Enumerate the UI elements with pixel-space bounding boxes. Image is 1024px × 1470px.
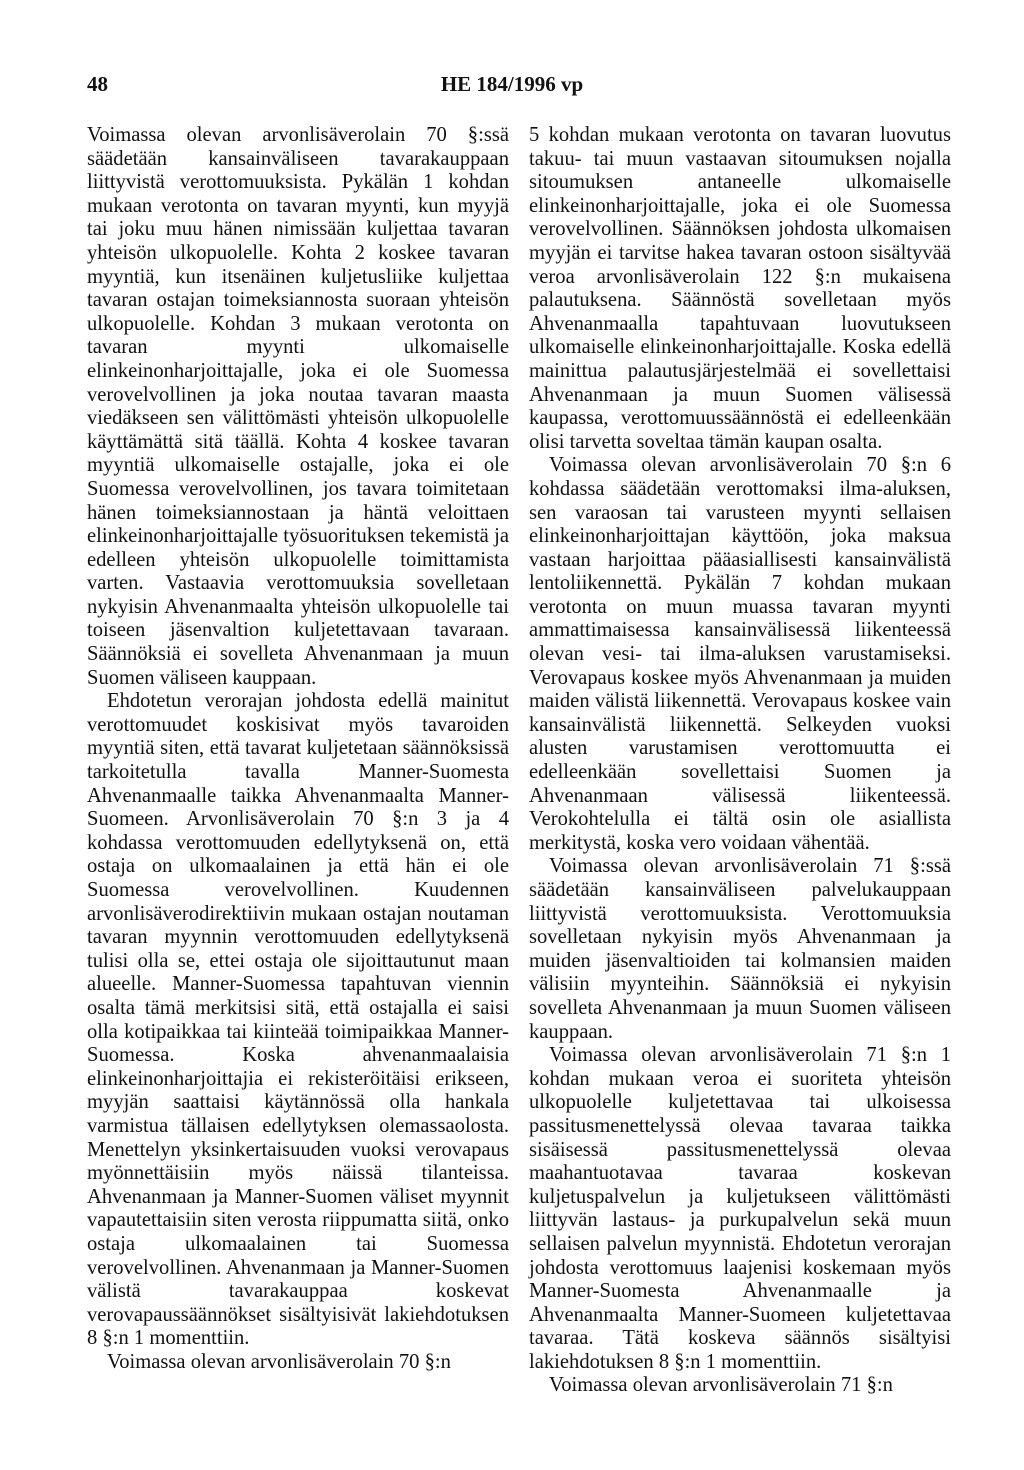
paragraph: 5 kohdan mukaan verotonta on tavaran luovutus takuu- tai muun vastaavan sitoumuksen nojalla sitoumuksen antaneelle ulkomaiselle elinkeinonharjoittajalle, joka ei ole Suomessa verovelvollinen. Säännöksen johdosta ulkomaisen myyjän ei tarvitse hakea tavaran ostoon sisältyvää veroa arvonlisäverolain 122 §:n mukaisena palautuksena. Säännöstä sovelletaan myös Ahvenanmaalla tapahtuvaan luovutukseen ulkomaiselle elinkeinonharjoittajalle. Koska edellä mainittua palautusjärjestelmää ei sovellettaisi Ahvenanmaan ja muun Suomen välisessä kaupassa, verottomuussäännöstä ei edelleenkään olisi tarvetta soveltaa tämän kaupan osalta. [529,124,951,453]
paragraph: Voimassa olevan arvonlisäverolain 71 §:n 1 kohdan mukaan veroa ei suoriteta yhteisön ulkopuolelle kuljetettavaa tai ulkoisessa passitusmenettelyssä olevaa tavaraa taikka sisäisessä passitusmenettelyssä olevaa maahantuotavaa tavaraa koskevan kuljetuspalvelun ja kuljetukseen välittömästi liittyvän lastaus- ja purkupalvelun sekä muun sellaisen palvelun myynnistä. Ehdotetun verorajan johdosta verottomuus laajenisi koskemaan myös Manner-Suomesta Ahvenanmaalle ja Ahvenanmaalta Manner-Suomeen kuljetettavaa tavaraa. Tätä koskeva säännös sisältyisi lakiehdotuksen 8 §:n 1 momenttiin. [529,1044,951,1373]
page-number: 48 [87,72,108,96]
page-header [72,72,952,102]
paragraph: Voimassa olevan arvonlisäverolain 70 §:n [107,1350,451,1373]
right-column [529,124,951,1398]
paragraph: Ehdotetun verorajan johdosta edellä mainitut verottomuudet koskisivat myös tavaroiden myyntiä siten, että tavarat kuljetetaan säännöksissä tarkoitetulla tavalla Manner-Suomesta Ahvenanmaalle taikka Ahvenanmaalta Manner-Suomeen. Arvonlisäverolain 70 §:n 3 ja 4 kohdassa verottomuuden edellytyksenä on, että ostaja on ulkomaalainen ja että hän ei ole Suomessa verovelvollinen. Kuudennen arvonlisäverodirektiivin mukaan ostajan noutaman tavaran myynnin verottomuuden edellytyksenä tulisi olla se, ettei ostaja ole sijoittautunut maan alueelle. Manner-Suomessa tapahtuvan viennin osalta tämä merkitsisi sitä, että ostajalla ei saisi olla kotipaikkaa tai kiinteää toimipaikkaa Manner-Suomessa. Koska ahvenanmaalaisia elinkeinonharjoittajia ei rekisteröitäisi erikseen, myyjän saattaisi käytännössä olla hankala varmistua tällaisen edellytyksen olemassaolosta. Menettelyn yksinkertaisuuden vuoksi verovapaus myönnettäisiin myös näissä tilanteissa. Ahvenanmaan ja Manner-Suomen väliset myynnit vapautettaisiin siten verosta riippumatta siitä, onko ostaja ulkomaalainen tai Suomessa verovelvollinen. Ahvenanmaan ja Manner-Suomen välistä tavarakauppaa koskevat verovapaussäännökset sisältyisivät lakiehdotuksen 8 §:n 1 momenttiin. [87,690,509,1350]
document-id: HE 184/1996 vp [440,72,584,96]
left-column [87,124,509,1374]
paragraph: Voimassa olevan arvonlisäverolain 70 §:n 6 kohdassa säädetään verottomaksi ilma-aluksen, sen varaosan tai varusteen myynti sellaisen elinkeinonharjoittajan käyttöön, joka maksua vastaan harjoittaa pääasiallisesti kansainvälistä lentoliikennettä. Pykälän 7 kohdan mukaan verotonta on muun muassa tavaran myynti ammattimaisessa kansainvälisessä liikenteessä olevan vesi- tai ilma-aluksen varustamiseksi. Verovapaus koskee myös Ahvenanmaan ja muiden maiden välistä liikennettä. Verovapaus koskee vain kansainvälistä liikennettä. Selkeyden vuoksi alusten varustamisen verottomuutta ei edelleenkään sovellettaisi Suomen ja Ahvenanmaan välisessä liikenteessä. Verokohtelulla ei tältä osin ole asiallista merkitystä, koska vero voidaan vähentää. [529,454,951,854]
paragraph: Voimassa olevan arvonlisäverolain 71 §:ssä säädetään kansainväliseen palvelukauppaan liittyvistä verottomuuksista. Verottomuuksia sovelletaan nykyisin myös Ahvenanmaan ja muiden jäsenvaltioiden tai kolmansien maiden välisiin myynteihin. Säännöksiä ei nykyisin sovelleta Ahvenanmaan ja muun Suomen väliseen kauppaan. [529,855,951,1043]
paragraph: Voimassa olevan arvonlisäverolain 71 §:n [549,1374,893,1397]
paragraph: Voimassa olevan arvonlisäverolain 70 §:ssä säädetään kansainväliseen tavarakauppaan liittyvistä verottomuuksista. Pykälän 1 kohdan mukaan verotonta on tavaran myynti, kun myyjä tai joku muu hänen nimissään kuljettaa tavaran yhteisön ulkopuolelle. Kohta 2 koskee tavaran myyntiä, kun itsenäinen kuljetusliike kuljettaa tavaran ostajan toimeksiannosta suoraan yhteisön ulkopuolelle. Kohdan 3 mukaan verotonta on tavaran myynti ulkomaiselle elinkeinonharjoittajalle, joka ei ole Suomessa verovelvollinen ja joka noutaa tavaran maasta viedäkseen sen välittömästi yhteisön ulkopuolelle käyttämättä sitä täällä. Kohta 4 koskee tavaran myyntiä ulkomaiselle ostajalle, joka ei ole Suomessa verovelvollinen, jos tavara toimitetaan hänen toimeksiannostaan ja häntä veloittaen elinkeinonharjoittajalle työsuorituksen tekemistä ja edelleen yhteisön ulkopuolelle toimittamista varten. Vastaavia verottomuuksia sovelletaan nykyisin Ahvenanmaalta yhteisön ulkopuolelle tai toiseen jäsenvaltion kuljetettavaan tavaraan. Säännöksiä ei sovelleta Ahvenanmaan ja muun Suomen väliseen kauppaan. [87,124,509,689]
